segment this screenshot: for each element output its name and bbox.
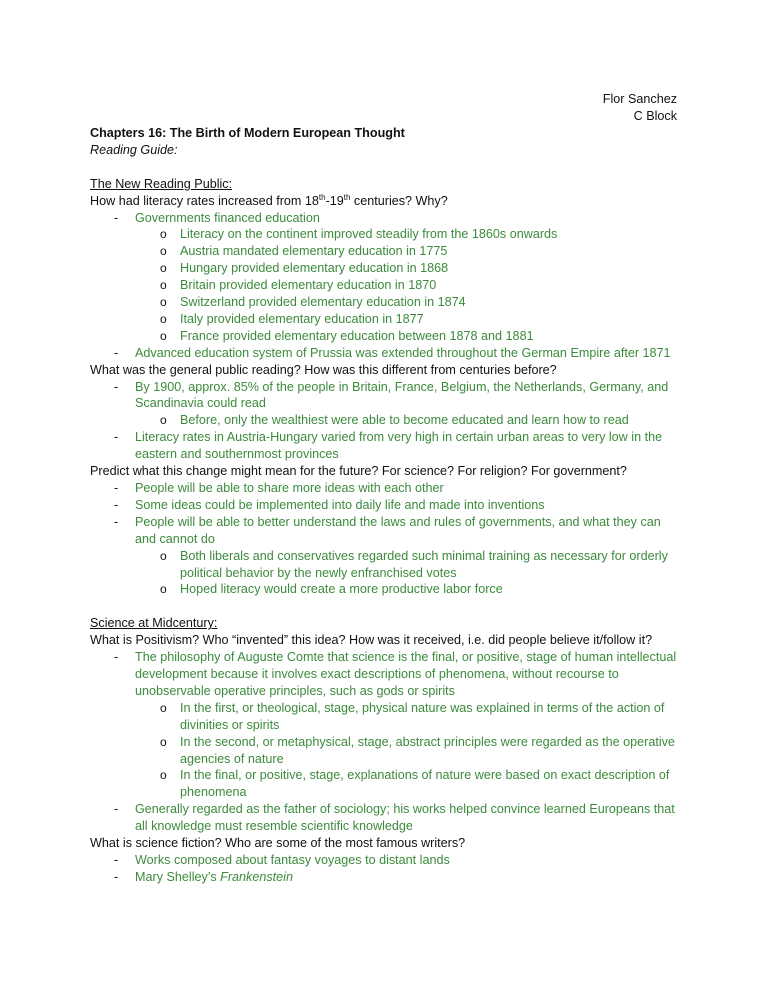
author-name: Flor Sanchez <box>602 92 677 106</box>
answer-sub-bullet: o Austria mandated elementary education in 1775 <box>90 243 680 260</box>
document-subtitle: Reading Guide: <box>90 142 178 157</box>
header-block <box>603 91 677 125</box>
answer-bullet: - Works composed about fantasy voyages to distant lands <box>90 852 680 869</box>
document-body <box>90 125 680 886</box>
answer-text: Mary Shelley’s <box>135 869 221 884</box>
question-text: centuries? Why? <box>350 193 448 208</box>
answer-sub-bullet: o Britain provided elementary education in 1870 <box>90 277 680 294</box>
question-text: -19 <box>325 193 344 208</box>
answer-sub-bullet: o In the final, or positive, stage, explanations of nature were based on exact description of phenomena <box>90 767 680 801</box>
answer-bullet: - Generally regarded as the father of sociology; his works helped convince learned Europeans that all knowledge must resemble scientific knowledge <box>90 801 680 835</box>
answer-bullet: - The philosophy of Auguste Comte that science is the final, or positive, stage of human intellectual development because it involves exact descriptions of phenomena, without recourse to unobservable operative principles, such as gods or spirits <box>90 649 680 700</box>
answer-bullet: - Governments financed education <box>90 210 680 227</box>
section-heading-science-midcentury: Science at Midcentury: <box>90 616 218 631</box>
answer-sub-bullet: o France provided elementary education between 1878 and 1881 <box>90 328 680 345</box>
question-science-fiction: What is science fiction? Who are some of the most famous writers? <box>90 836 466 851</box>
answer-sub-bullet: o Literacy on the continent improved steadily from the 1860s onwards <box>90 226 680 243</box>
question-predict-future: Predict what this change might mean for the future? For science? For religion? For government? <box>90 464 627 479</box>
answer-bullet: - Advanced education system of Prussia was extended throughout the German Empire after 1871 <box>90 345 680 362</box>
answer-bullet: - Literacy rates in Austria-Hungary varied from very high in certain urban areas to very low in the eastern and southernmost provinces <box>90 429 680 463</box>
superscript: th <box>343 192 351 202</box>
class-block: C Block <box>633 108 677 123</box>
section-heading-reading-public: The New Reading Public: <box>90 176 233 191</box>
answer-sub-bullet: o Both liberals and conservatives regarded such minimal training as necessary for orderly political behavior by the newly enfranchised votes <box>90 548 680 582</box>
answer-sub-bullet: o Before, only the wealthiest were able to become educated and learn how to read <box>90 412 680 429</box>
question-public-reading: What was the general public reading? How was this different from centuries before? <box>90 362 557 377</box>
answer-sub-bullet: o Hungary provided elementary education in 1868 <box>90 260 680 277</box>
question-positivism: What is Positivism? Who “invented” this idea? How was it received, i.e. did people believe it/follow it? <box>90 633 653 648</box>
document-title: Chapters 16: The Birth of Modern European Thought <box>90 126 405 140</box>
answer-bullet: - People will be able to share more ideas with each other <box>90 480 680 497</box>
answer-sub-bullet: o Hoped literacy would create a more productive labor force <box>90 581 680 598</box>
superscript: th <box>318 192 326 202</box>
answer-bullet: - Some ideas could be implemented into daily life and made into inventions <box>90 497 680 514</box>
answer-bullet: - People will be able to better understand the laws and rules of governments, and what they can and cannot do <box>90 514 680 548</box>
question-literacy-rates <box>90 193 680 210</box>
answer-sub-bullet: o Switzerland provided elementary education in 1874 <box>90 294 680 311</box>
answer-bullet-frankenstein <box>90 869 680 886</box>
book-title: Frankenstein <box>220 869 293 884</box>
answer-sub-bullet: o Italy provided elementary education in 1877 <box>90 311 680 328</box>
answer-bullet: - By 1900, approx. 85% of the people in Britain, France, Belgium, the Netherlands, Germany, and Scandinavia could read <box>90 379 680 413</box>
answer-sub-bullet: o In the second, or metaphysical, stage, abstract principles were regarded as the operative agencies of nature <box>90 734 680 768</box>
question-text: How had literacy rates increased from 18 <box>90 193 319 208</box>
answer-sub-bullet: o In the first, or theological, stage, physical nature was explained in terms of the action of divinities or spirits <box>90 700 680 734</box>
